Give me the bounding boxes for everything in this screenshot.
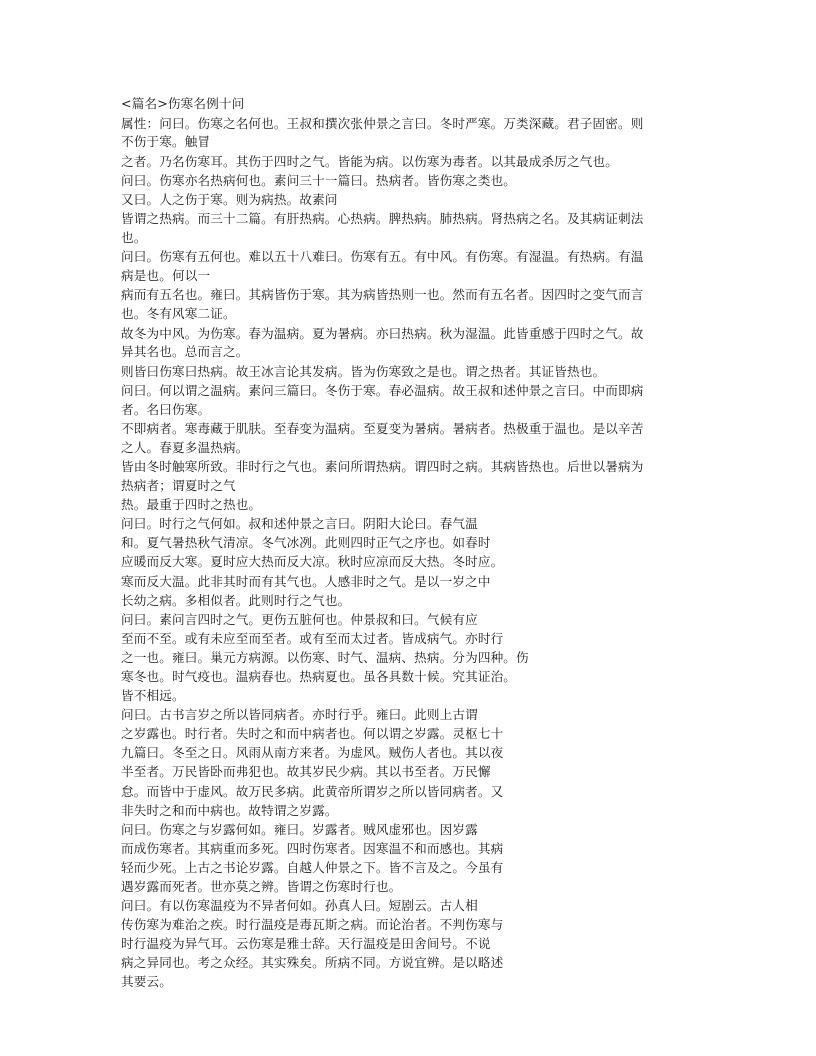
document-line: 者。名曰伤寒。 bbox=[121, 402, 211, 417]
document-line: 又曰。人之伤于寒。则为病热。故素问 bbox=[121, 192, 338, 207]
document-line: 问曰。时行之气何如。叔和述仲景之言曰。阴阳大论曰。春气温 bbox=[121, 516, 478, 531]
document-line: 之岁露也。时行者。失时之和而中病者也。何以谓之岁露。灵枢七十 bbox=[121, 726, 504, 741]
document-line: 问曰。伤寒有五何也。难以五十八难曰。伤寒有五。有中风。有伤寒。有湿温。有热病。有温 bbox=[121, 249, 644, 264]
document-line: 热病者；谓夏时之气 bbox=[121, 478, 236, 493]
document-line: 和。夏气暑热秋气清凉。冬气冰冽。此则四时正气之序也。如春时 bbox=[121, 535, 491, 550]
document-line: 半至者。万民皆卧而弗犯也。故其岁民少病。其以书至者。万民懈 bbox=[121, 764, 491, 779]
document-line: 也。冬有风寒二证。 bbox=[121, 306, 236, 321]
document-line: 之人。春夏多温热病。 bbox=[121, 440, 249, 455]
document-line: 应暖而反大寒。夏时应大热而反大凉。秋时应凉而反大热。冬时应。 bbox=[121, 554, 504, 569]
document-line: 轻而少死。上古之书论岁露。自越人仲景之下。皆不言及之。今虽有 bbox=[121, 860, 504, 875]
document-line: 问曰。素问言四时之气。更伤五脏何也。仲景叔和曰。气候有应 bbox=[121, 612, 478, 627]
document-line: 问曰。伤寒亦名热病何也。素问三十一篇曰。热病者。皆伤寒之类也。 bbox=[121, 173, 517, 188]
document-line: 皆由冬时触寒所致。非时行之气也。素问所谓热病。谓四时之病。其病皆热也。后世以暑病为 bbox=[121, 459, 644, 474]
document-line: 怠。而皆中于虚风。故万民多病。此黄帝所谓岁之所以皆同病者。又 bbox=[121, 784, 504, 799]
document-line: 病是也。何以一 bbox=[121, 268, 211, 283]
document-line: 传伤寒为难治之疾。时行温疫是毒瓦斯之病。而论治者。不判伤寒与 bbox=[121, 917, 504, 932]
document-line: 之一也。雍曰。巢元方病源。以伤寒、时气、温病、热病。分为四种。伤 bbox=[121, 650, 529, 665]
document-line: 寒冬也。时气疫也。温病春也。热病夏也。虽各具数十候。究其证治。 bbox=[121, 669, 517, 684]
document-line: 皆不相远。 bbox=[121, 688, 185, 703]
document-line: 长幼之病。多相似者。此则时行之气也。 bbox=[121, 593, 351, 608]
document-line: 则皆曰伤寒曰热病。故王冰言论其发病。皆为伤寒致之是也。谓之热者。其证皆热也。 bbox=[121, 364, 606, 379]
document-line: 热。最重于四时之热也。 bbox=[121, 497, 262, 512]
document-line: 之者。乃名伤寒耳。其伤于四时之气。皆能为病。以伤寒为毒者。以其最成杀厉之气也。 bbox=[121, 154, 619, 169]
document-line: 时行温疫为异气耳。云伤寒是雅士辞。天行温疫是田舍间号。不说 bbox=[121, 936, 491, 951]
document-line: 病而有五名也。雍曰。其病皆伤于寒。其为病皆热则一也。然而有五名者。因四时之变气而言 bbox=[121, 287, 644, 302]
document-line: 非失时之和而中病也。故特谓之岁露。 bbox=[121, 803, 338, 818]
document-line: 也。 bbox=[121, 230, 147, 245]
document-line: 而成伤寒者。其病重而多死。四时伤寒者。因寒温不和而感也。其病 bbox=[121, 841, 504, 856]
document-line: 异其名也。总而言之。 bbox=[121, 344, 249, 359]
document-line: 至而不至。或有未应至而至者。或有至而太过者。皆成病气。亦时行 bbox=[121, 631, 504, 646]
document-line: 不即病者。寒毒藏于肌肤。至春变为温病。至夏变为暑病。暑病者。热极重于温也。是以辛苦 bbox=[121, 421, 644, 436]
document-line: 寒而反大温。此非其时而有其气也。人感非时之气。是以一岁之中 bbox=[121, 574, 491, 589]
document-line: 属性：问曰。伤寒之名何也。王叔和撰次张仲景之言曰。冬时严寒。万类深藏。君子固密。则 bbox=[121, 116, 644, 131]
document-line: 问曰。古书言岁之所以皆同病者。亦时行乎。雍曰。此则上古谓 bbox=[121, 707, 478, 722]
document-line: 病之异同也。考之众经。其实殊矣。所病不同。方说宜辨。是以略述 bbox=[121, 955, 504, 970]
document-line: 九篇曰。冬至之日。风雨从南方来者。为虚风。贼伤人者也。其以夜 bbox=[121, 745, 504, 760]
document-line: <篇名>伤寒名例十问 bbox=[121, 96, 245, 111]
document-line: 其要云。 bbox=[121, 974, 172, 989]
document-line: 遇岁露而死者。世亦莫之辨。皆谓之伤寒时行也。 bbox=[121, 879, 402, 894]
document-line: 皆谓之热病。而三十二篇。有肝热病。心热病。脾热病。肺热病。肾热病之名。及其病证刺法 bbox=[121, 211, 644, 226]
document-line: 故冬为中风。为伤寒。春为温病。夏为暑病。亦曰热病。秋为湿温。此皆重感于四时之气。故 bbox=[121, 326, 644, 341]
document-line: 问曰。伤寒之与岁露何如。雍曰。岁露者。贼风虚邪也。因岁露 bbox=[121, 822, 478, 837]
document-line: 问曰。何以谓之温病。素问三篇曰。冬伤于寒。春必温病。故王叔和述仲景之言曰。中而即病 bbox=[121, 383, 644, 398]
document-line: 不伤于寒。触冒 bbox=[121, 134, 211, 149]
document-line: 问曰。有以伤寒温疫为不异者何如。孙真人曰。短剧云。古人相 bbox=[121, 898, 478, 913]
